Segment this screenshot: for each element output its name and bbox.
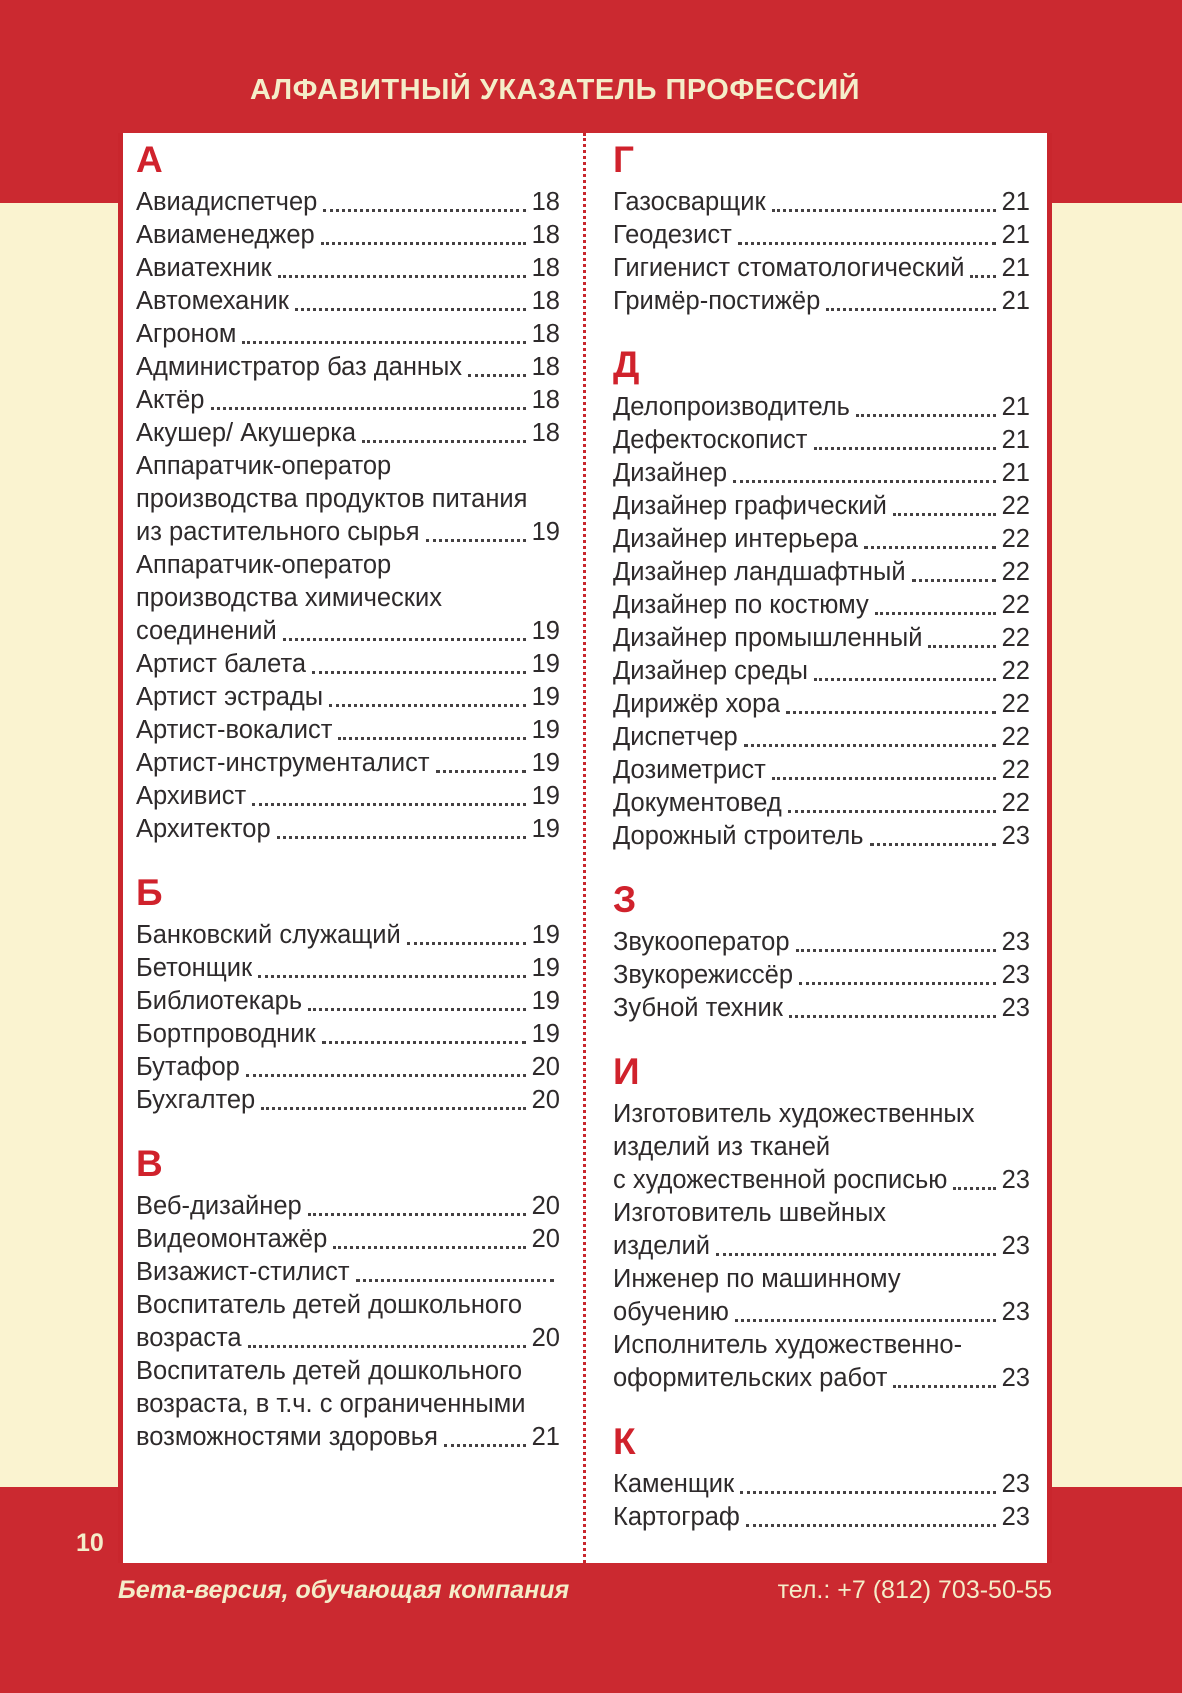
index-entry-line [136,1256,560,1289]
dot-leader [356,1279,554,1282]
profession-name: Артист эстрады [136,683,324,711]
index-entry-line [613,1362,1030,1395]
section-Д [613,346,1030,853]
dot-leader [856,414,996,417]
page-ref: 19 [531,617,560,645]
dot-leader [468,374,526,377]
profession-name: Воспитатель детей дошкольного [136,1291,523,1319]
page-ref: 23 [1001,961,1030,989]
dot-leader [738,242,996,245]
page-ref: 22 [1001,591,1030,619]
section-Б [136,874,560,1117]
index-entry-line [613,721,1030,754]
page-ref: 22 [1001,690,1030,718]
page-ref: 20 [531,1225,560,1253]
section-А [136,141,560,846]
index-entry-line [136,549,560,582]
index-entry-line [613,424,1030,457]
page-ref: 19 [531,683,560,711]
profession-name: Артист балета [136,650,307,678]
page-ref: 23 [1001,1470,1030,1498]
profession-name: Акушер/ Акушерка [136,419,357,447]
page-ref: 19 [531,921,560,949]
index-entry-line [136,1289,560,1322]
dot-leader [278,275,526,278]
profession-name: Агроном [136,320,237,348]
page-ref: 21 [1001,287,1030,315]
index-entry-line [136,252,560,285]
dot-leader [788,810,996,813]
profession-name: производства продуктов питания [136,485,528,513]
profession-name: Звукорежиссёр [613,961,794,989]
profession-name: Актёр [136,386,205,414]
index-entry-line [136,186,560,219]
index-entry-line [136,952,560,985]
profession-name: Каменщик [613,1470,735,1498]
index-entry-line [613,820,1030,853]
page-ref: 22 [1001,525,1030,553]
dot-leader [258,975,526,978]
section-К [613,1423,1030,1534]
index-column-left [123,133,583,1563]
page-ref: 19 [531,716,560,744]
profession-name: Бухгалтер [136,1086,256,1114]
index-entry-line [613,1164,1030,1197]
page-ref: 23 [1001,1232,1030,1260]
profession-name: Веб-дизайнер [136,1192,302,1220]
page-ref: 18 [531,353,560,381]
dot-leader [893,513,996,516]
profession-name: с художественной росписью [613,1166,948,1194]
dot-leader [786,711,995,714]
index-entry-line [613,1263,1030,1296]
index-entry-line [136,1223,560,1256]
dot-leader [970,275,995,278]
index-entry-line [136,483,560,516]
profession-name: Документовед [613,789,782,817]
page-ref: 23 [1001,822,1030,850]
profession-name: Архивист [136,782,247,810]
profession-name: Диспетчер [613,723,738,751]
index-entry-line [136,351,560,384]
profession-name: изделий [613,1232,710,1260]
section-letter: А [136,139,163,180]
dot-leader [444,1444,526,1447]
page-ref: 20 [531,1192,560,1220]
page-ref: 22 [1001,789,1030,817]
page-ref: 19 [531,650,560,678]
index-entry-line [613,1131,1030,1164]
page-ref: 18 [531,386,560,414]
page-ref: 18 [531,221,560,249]
dot-leader [407,942,526,945]
profession-name: Изготовитель художественных [613,1100,975,1128]
profession-name: Дизайнер [613,459,728,487]
index-entry-line [136,1421,560,1454]
index-entry-line [613,457,1030,490]
page-title: АЛФАВИТНЫЙ УКАЗАТЕЛЬ ПРОФЕССИЙ [249,74,861,106]
profession-name: Картограф [613,1503,740,1531]
dot-leader [322,1041,526,1044]
index-entry-line [613,688,1030,721]
index-entry-line [613,523,1030,556]
dot-leader [323,209,525,212]
index-entry-line [613,219,1030,252]
section-Г [613,141,1030,318]
page-ref: 19 [531,749,560,777]
index-entry-line [136,285,560,318]
profession-name: Делопроизводитель [613,393,850,421]
dot-leader [733,480,996,483]
page-ref: 19 [531,518,560,546]
index-entry-line [613,589,1030,622]
page-ref: 23 [1001,1364,1030,1392]
page-ref: 19 [531,1020,560,1048]
index-entry-line [613,556,1030,589]
page-ref: 18 [531,419,560,447]
index-entry-line [136,516,560,549]
page-ref: 19 [531,782,560,810]
dot-leader [246,1074,526,1077]
section-letter: Б [136,872,163,913]
dot-leader [740,1491,995,1494]
profession-name: Библиотекарь [136,987,303,1015]
index-entry-line [136,1051,560,1084]
index-entry-line [613,754,1030,787]
dot-leader [436,770,526,773]
dot-leader [329,704,526,707]
dot-leader [826,308,995,311]
profession-name: Дизайнер ландшафтный [613,558,906,586]
page-ref: 22 [1001,492,1030,520]
index-entry-line [613,391,1030,424]
footer-company-text: Бета-версия, обучающая компания [118,1576,570,1604]
section-letter: Г [613,139,634,180]
page-ref: 23 [1001,928,1030,956]
profession-name: оформительских работ [613,1364,888,1392]
section-letter: В [136,1143,163,1184]
dot-leader [277,836,526,839]
index-entry-line [136,1388,560,1421]
page-ref: 18 [531,287,560,315]
page-ref: 23 [1001,1503,1030,1531]
dot-leader [312,671,526,674]
profession-name: Визажист-стилист [136,1258,350,1286]
index-entry-line [136,1084,560,1117]
profession-name: Артист-инструменталист [136,749,430,777]
profession-name: Дорожный строитель [613,822,864,850]
dot-leader [746,1524,996,1527]
footer-phone-number: тел.: +7 (812) 703-50-55 [777,1576,1052,1604]
profession-name: Авиаменеджер [136,221,315,249]
index-entry-line [613,655,1030,688]
profession-name: Бетонщик [136,954,253,982]
profession-name: Администратор баз данных [136,353,463,381]
page-ref: 21 [1001,221,1030,249]
profession-name: Воспитатель детей дошкольного [136,1357,523,1385]
profession-name: Дизайнер среды [613,657,808,685]
dot-leader [864,546,996,549]
dot-leader [772,777,996,780]
index-entry-line [613,1230,1030,1263]
index-entry-line [136,780,560,813]
profession-name: Дизайнер интерьера [613,525,859,553]
profession-name: Гигиенист стоматологический [613,254,965,282]
page-ref: 21 [1001,254,1030,282]
page-ref: 18 [531,320,560,348]
profession-name: Банковский служащий [136,921,401,949]
page-ref: 19 [531,954,560,982]
dot-leader [283,638,526,641]
index-entry-line [136,318,560,351]
dot-leader [426,539,526,542]
dot-leader [362,440,526,443]
profession-name: Звукооператор [613,928,790,956]
index-entry-line [613,992,1030,1025]
profession-name: Автомеханик [136,287,289,315]
index-entry-line [613,787,1030,820]
index-entry-line [613,186,1030,219]
page-ref: 22 [1001,756,1030,784]
profession-name: Видеомонтажёр [136,1225,328,1253]
index-entry-line [136,681,560,714]
page-ref: 19 [531,815,560,843]
dot-leader [242,341,525,344]
index-entry-line [136,450,560,483]
dot-leader [789,1015,996,1018]
index-sheet [118,133,1052,1563]
dot-leader [928,645,995,648]
dot-leader [875,612,996,615]
profession-name: Исполнитель художественно- [613,1331,963,1359]
dot-leader [333,1246,525,1249]
page-ref: 22 [1001,558,1030,586]
section-З [613,881,1030,1025]
dot-leader [308,1008,526,1011]
index-entry-line [136,985,560,1018]
dot-leader [796,949,996,952]
index-entry-line [613,1329,1030,1362]
index-entry-line [136,919,560,952]
page-ref: 22 [1001,657,1030,685]
profession-name: Дизайнер графический [613,492,887,520]
index-entry-line [136,714,560,747]
page-ref: 20 [531,1086,560,1114]
profession-name: Артист-вокалист [136,716,333,744]
profession-name: Дефектоскопист [613,426,808,454]
dot-leader [799,982,996,985]
index-entry-line [136,747,560,780]
section-letter: К [613,1421,636,1462]
page-ref: 19 [531,987,560,1015]
index-entry-line [136,1018,560,1051]
dot-leader [870,843,996,846]
profession-name: возможностями здоровья [136,1423,438,1451]
dot-leader [261,1107,525,1110]
index-entry-line [613,959,1030,992]
dot-leader [308,1213,526,1216]
profession-name: Дирижёр хора [613,690,781,718]
profession-name: изделий из тканей [613,1133,831,1161]
index-entry-line [613,285,1030,318]
index-column-right [583,133,1047,1563]
page-number: 10 [76,1529,104,1557]
index-entry-line [136,582,560,615]
profession-name: Аппаратчик-оператор [136,551,392,579]
profession-name: из растительного сырья [136,518,420,546]
page-ref: 22 [1001,624,1030,652]
page-ref: 23 [1001,994,1030,1022]
index-columns [123,133,1047,1563]
index-entry-line [613,1197,1030,1230]
index-entry-line [613,490,1030,523]
dot-leader [252,803,526,806]
dot-leader [248,1345,526,1348]
index-entry-line [136,1322,560,1355]
profession-name: Геодезист [613,221,732,249]
page-ref: 21 [1001,393,1030,421]
profession-name: возраста [136,1324,242,1352]
index-entry-line [136,648,560,681]
profession-name: Дизайнер промышленный [613,624,923,652]
profession-name: Изготовитель швейных [613,1199,887,1227]
section-В [136,1145,560,1454]
dot-leader [735,1319,996,1322]
page-ref: 21 [531,1423,560,1451]
dot-leader [321,242,526,245]
profession-name: Авиадиспетчер [136,188,318,216]
dot-leader [295,308,526,311]
profession-name: Зубной техник [613,994,783,1022]
section-letter: И [613,1051,640,1092]
page-ref: 21 [1001,426,1030,454]
section-И [613,1053,1030,1395]
profession-name: Авиатехник [136,254,272,282]
page-ref: 18 [531,188,560,216]
index-entry-line [613,1501,1030,1534]
profession-name: Газосварщик [613,188,766,216]
profession-name: Гримёр-постижёр [613,287,821,315]
profession-name: Инженер по машинному [613,1265,901,1293]
page-ref: 18 [531,254,560,282]
index-entry-line [613,1468,1030,1501]
profession-name: Бортпроводник [136,1020,316,1048]
profession-name: Бутафор [136,1053,240,1081]
profession-name: Дозиметрист [613,756,766,784]
dot-leader [744,744,996,747]
dot-leader [953,1187,995,1190]
profession-name: соединений [136,617,277,645]
dot-leader [893,1385,995,1388]
section-letter: Д [613,344,640,385]
page-ref: 21 [1001,459,1030,487]
dot-leader [211,407,526,410]
profession-name: Аппаратчик-оператор [136,452,392,480]
index-entry-line [136,813,560,846]
page-ref: 20 [531,1053,560,1081]
profession-name: производства химических [136,584,442,612]
index-entry-line [613,1296,1030,1329]
section-letter: З [613,879,637,920]
profession-name: Дизайнер по костюму [613,591,869,619]
dot-leader [716,1253,996,1256]
profession-name: обучению [613,1298,729,1326]
dot-leader [814,678,996,681]
index-entry-line [136,417,560,450]
index-entry-line [613,622,1030,655]
index-entry-line [136,615,560,648]
index-entry-line [136,384,560,417]
dot-leader [772,209,996,212]
profession-name: возраста, в т.ч. с ограниченными [136,1390,526,1418]
profession-name: Архитектор [136,815,271,843]
dot-leader [338,737,525,740]
page-ref: 21 [1001,188,1030,216]
index-entry-line [136,219,560,252]
page-ref: 22 [1001,723,1030,751]
dot-leader [912,579,996,582]
page-ref: 23 [1001,1166,1030,1194]
index-entry-line [613,252,1030,285]
index-entry-line [136,1190,560,1223]
index-entry-line [136,1355,560,1388]
page-ref: 23 [1001,1298,1030,1326]
index-entry-line [613,1098,1030,1131]
page-ref: 20 [531,1324,560,1352]
index-entry-line [613,926,1030,959]
dot-leader [814,447,996,450]
